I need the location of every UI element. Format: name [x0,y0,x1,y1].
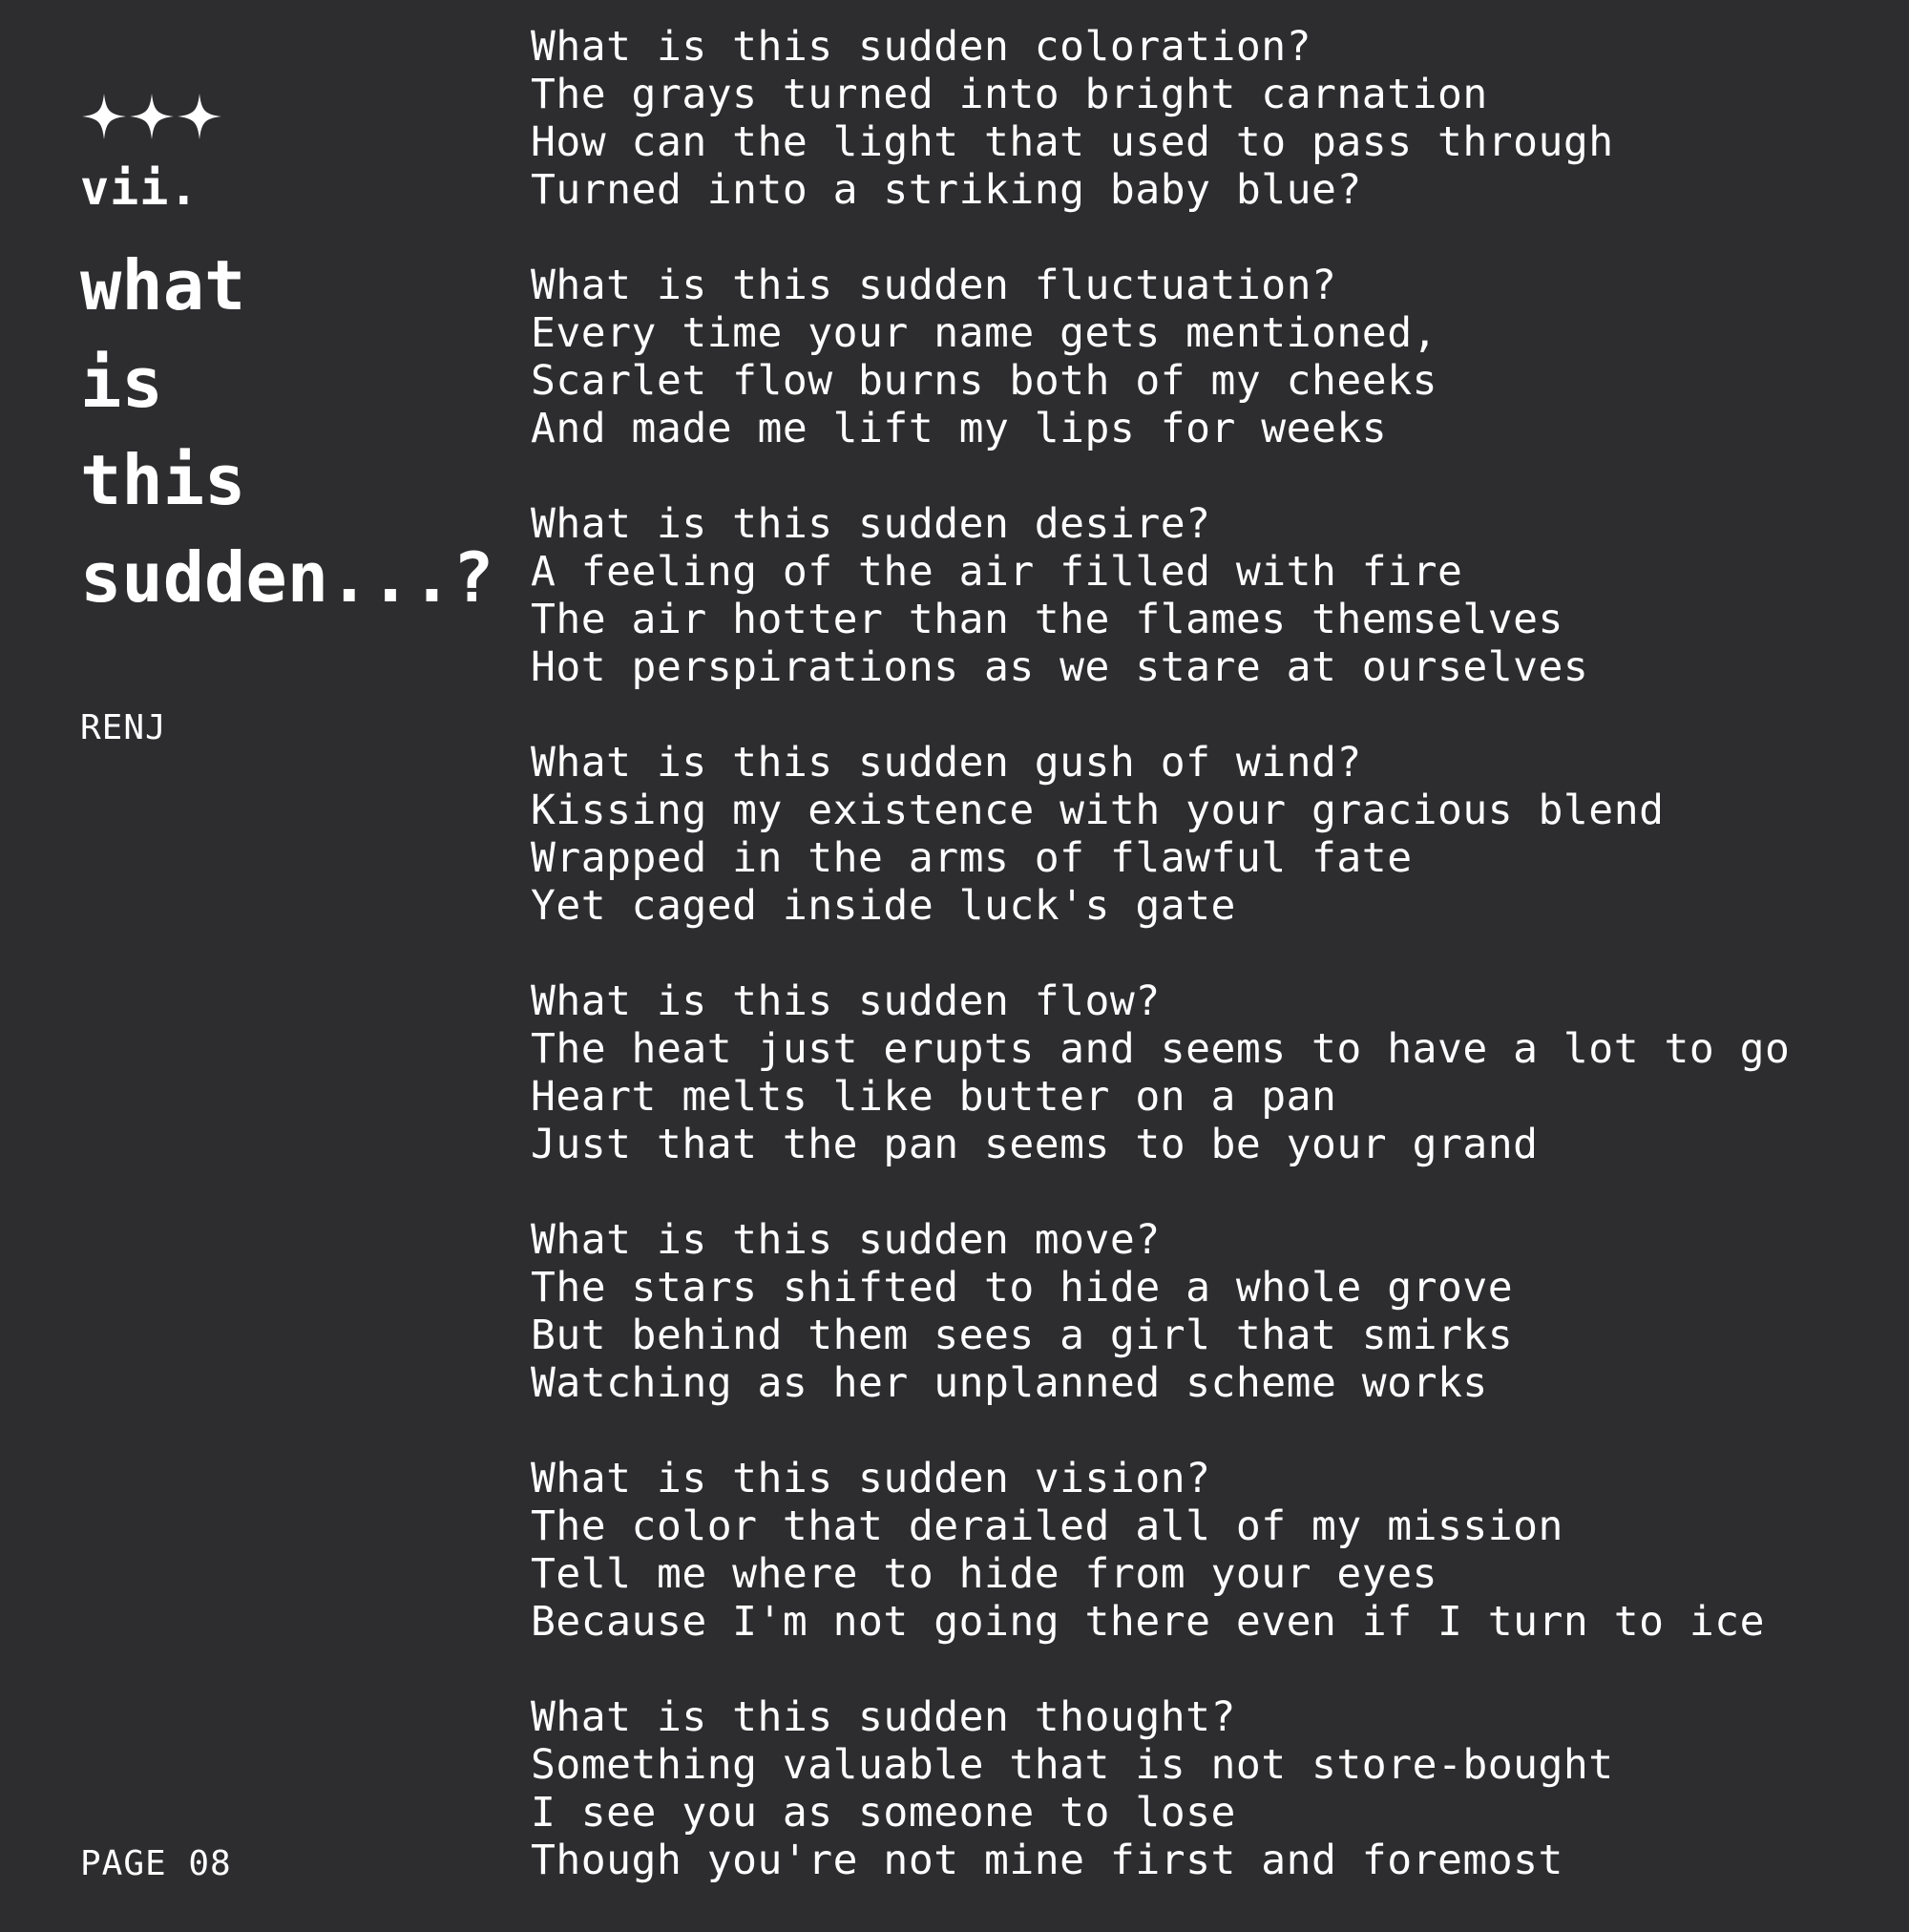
poem-line: What is this sudden fluctuation? [531,262,1337,309]
poem-line: Something valuable that is not store-bought [531,1741,1614,1789]
sidebar [80,0,519,1909]
author-name: RENJ [80,708,167,747]
poem-line: What is this sudden flow? [531,977,1161,1025]
poem-line: Hot perspirations as we stare at ourselves [531,643,1589,691]
stanza [531,262,1886,452]
poem-line: What is this sudden thought? [531,1693,1236,1741]
poem-line: I see you as someone to lose [531,1789,1236,1837]
poem-title-line: this [80,440,246,520]
poem-line: The heat just erupts and seems to have a lot to go [531,1025,1791,1073]
stanza [531,1216,1886,1407]
poem-line: But behind them sees a girl that smirks [531,1312,1514,1359]
stanza [531,977,1886,1168]
star-icon [80,92,128,141]
poem-title-line: what [80,245,246,326]
star-icon [128,92,176,141]
poem-line: Wrapped in the arms of flawful fate [531,834,1413,882]
poem-line: Turned into a striking baby blue? [531,166,1362,214]
stanza [531,500,1886,691]
poem-line: Though you're not mine first and foremost [531,1837,1563,1884]
poem-line: And made me lift my lips for weeks [531,405,1388,452]
poem-line: What is this sudden move? [531,1216,1161,1264]
poem-line: Every time your name gets mentioned, [531,309,1437,357]
poem-line: Because I'm not going there even if I turn to ice [531,1598,1766,1646]
poem-line: The air hotter than the flames themselves [531,596,1563,643]
poem-line: The grays turned into bright carnation [531,71,1488,118]
poem-line: The stars shifted to hide a whole grove [531,1264,1514,1312]
poem-title [80,237,493,626]
poem-line: What is this sudden coloration? [531,23,1312,71]
poem-line: What is this sudden vision? [531,1455,1211,1502]
poem-line: Watching as her unplanned scheme works [531,1359,1488,1407]
poem-line: Tell me where to hide from your eyes [531,1550,1437,1598]
stanza [531,1455,1886,1646]
poem-line: What is this sudden gush of wind? [531,739,1362,787]
poem-title-line: sudden...? [80,537,494,618]
poem-line: Kissing my existence with your gracious blend [531,787,1665,834]
poem-line: Heart melts like butter on a pan [531,1073,1337,1121]
page-number: PAGE 08 [80,1844,232,1883]
stanza [531,739,1886,930]
poem-line: Scarlet flow burns both of my cheeks [531,357,1437,405]
poem-title-line: is [80,343,163,423]
poem-line: A feeling of the air filled with fire [531,548,1463,596]
stanza [531,23,1886,214]
stars-icon [80,92,223,141]
section-number: vii. [80,160,199,216]
poem-body [531,23,1886,1932]
poem-line: How can the light that used to pass through [531,118,1614,166]
poem-line: The color that derailed all of my mission [531,1502,1563,1550]
poem-line: Yet caged inside luck's gate [531,882,1236,930]
poem-line: Just that the pan seems to be your grand [531,1121,1539,1168]
star-icon [176,92,223,141]
poem-line: What is this sudden desire? [531,500,1211,548]
stanza [531,1693,1886,1884]
